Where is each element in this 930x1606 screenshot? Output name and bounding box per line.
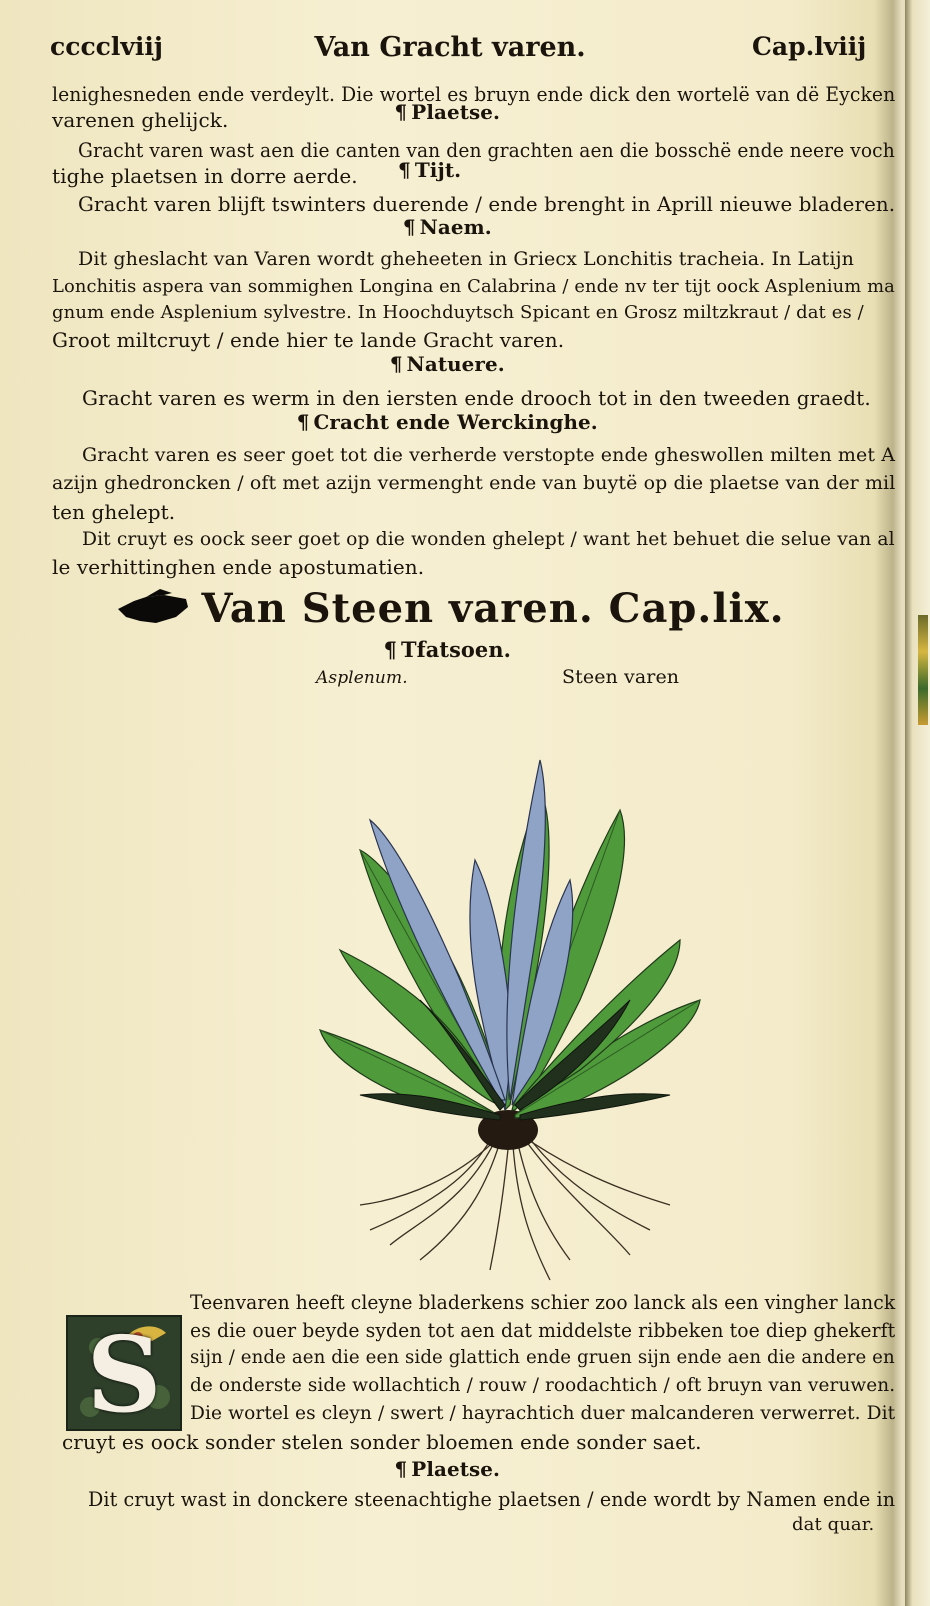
text-line: Dit cruyt es oock seer goet op die wonden ghelept / want het behuet die selue van al [82, 528, 895, 550]
page-gutter [905, 0, 930, 1606]
text-line: le verhittinghen ende apostumatien. [52, 555, 425, 579]
heading-text: Naem. [419, 215, 492, 239]
pilcrow-icon: ¶ [389, 352, 403, 376]
text-line: Dit gheslacht van Varen wordt gheheeten in Griecx Lonchitis tracheia. In Latijn [78, 248, 854, 270]
text-line: Teenvaren heeft cleyne bladerkens schier zoo lanck als een vingher lanck [190, 1290, 896, 1314]
section-heading-cracht [0, 410, 895, 434]
section-heading-natuere [0, 352, 895, 376]
text-line: dat quar. [792, 1514, 875, 1535]
running-title: Van Gracht varen. [314, 32, 586, 63]
adjacent-page-illustration-edge [918, 615, 928, 725]
pilcrow-icon: ¶ [394, 1457, 408, 1481]
section-heading-plaetse-lower [0, 1457, 895, 1481]
text-line: Gracht varen es seer goet tot die verherde verstopte ende gheswollen milten met A [82, 444, 895, 466]
text-line: Die wortel es cleyn / swert / hayrachtich duer malcanderen verwerret. Dit [190, 1402, 896, 1424]
heading-text: Natuere. [406, 352, 505, 376]
text-line: lenighesneden ende verdeylt. Die wortel es bruyn ende dick den wortelë van dë Eycken [52, 82, 896, 106]
fern-illustration [300, 700, 720, 1300]
pilcrow-icon: ¶ [296, 410, 310, 434]
section-heading-fatsoen [0, 637, 895, 662]
chapter-title [0, 585, 900, 637]
text-line: Lonchitis aspera van sommighen Longina en Calabrina / ende nv ter tijt oock Asplenium ma [52, 276, 895, 297]
heading-text: Tijt. [414, 158, 462, 182]
section-heading-naem [0, 215, 895, 239]
pilcrow-icon: ¶ [394, 100, 408, 124]
pilcrow-icon: ¶ [402, 215, 416, 239]
section-heading-plaetse [0, 100, 895, 124]
text-line: Groot miltcruyt / ende hier te lande Gracht varen. [52, 328, 565, 352]
chapter-title-text: Van Steen varen. Cap.lix. [201, 585, 785, 632]
pointing-hand-icon [116, 587, 192, 637]
chapter-reference: Cap.lviij [752, 32, 867, 61]
text-line: tighe plaetsen in dorre aerde. [52, 164, 358, 188]
initial-letter: S [86, 1313, 162, 1436]
text-line: Dit cruyt wast in donckere steenachtighe plaetsen / ende wordt by Namen ende in [88, 1487, 896, 1511]
text-line: de onderste side wollachtich / rouw / roodachtich / oft bruyn van veruwen. [190, 1374, 896, 1396]
heading-text: Plaetse. [411, 100, 501, 124]
heading-text: Plaetse. [411, 1457, 501, 1481]
figure-caption-dutch: Steen varen [562, 666, 680, 688]
figure-caption-latin: Asplenum. [316, 668, 408, 688]
heading-text: Cracht ende Werckinghe. [313, 410, 598, 434]
text-line: varenen ghelijck. [52, 108, 229, 132]
text-line: cruyt es oock sonder stelen sonder bloemen ende sonder saet. [62, 1430, 702, 1454]
pilcrow-icon: ¶ [383, 637, 398, 662]
folio-number: cccclviij [50, 32, 163, 61]
heading-text: Tfatsoen. [400, 637, 511, 662]
text-line: es die ouer beyde syden tot aen dat middelste ribbeken toe diep ghekerft [190, 1318, 896, 1342]
text-line: Gracht varen blijft tswinters duerende / ende brenght in Aprill nieuwe bladeren. [78, 192, 896, 216]
text-line: azijn ghedroncken / oft met azijn vermenght ende van buytë op die plaetse van der mil [52, 472, 896, 494]
text-line: ten ghelept. [52, 500, 176, 524]
text-line: Gracht varen wast aen die canten van den grachten aen die bosschë ende neere voch [78, 138, 895, 162]
text-line: sijn / ende aen die een side glattich ende gruen sijn ende aen die andere en [190, 1346, 895, 1368]
text-line: Gracht varen es werm in den iersten ende drooch tot in den tweeden graedt. [82, 386, 871, 410]
text-line: gnum ende Asplenium sylvestre. In Hoochduytsch Spicant en Grosz miltzkraut / dat es / [52, 302, 864, 323]
pilcrow-icon: ¶ [398, 158, 411, 182]
section-heading-tijt [398, 158, 461, 182]
decorated-initial [66, 1313, 182, 1436]
